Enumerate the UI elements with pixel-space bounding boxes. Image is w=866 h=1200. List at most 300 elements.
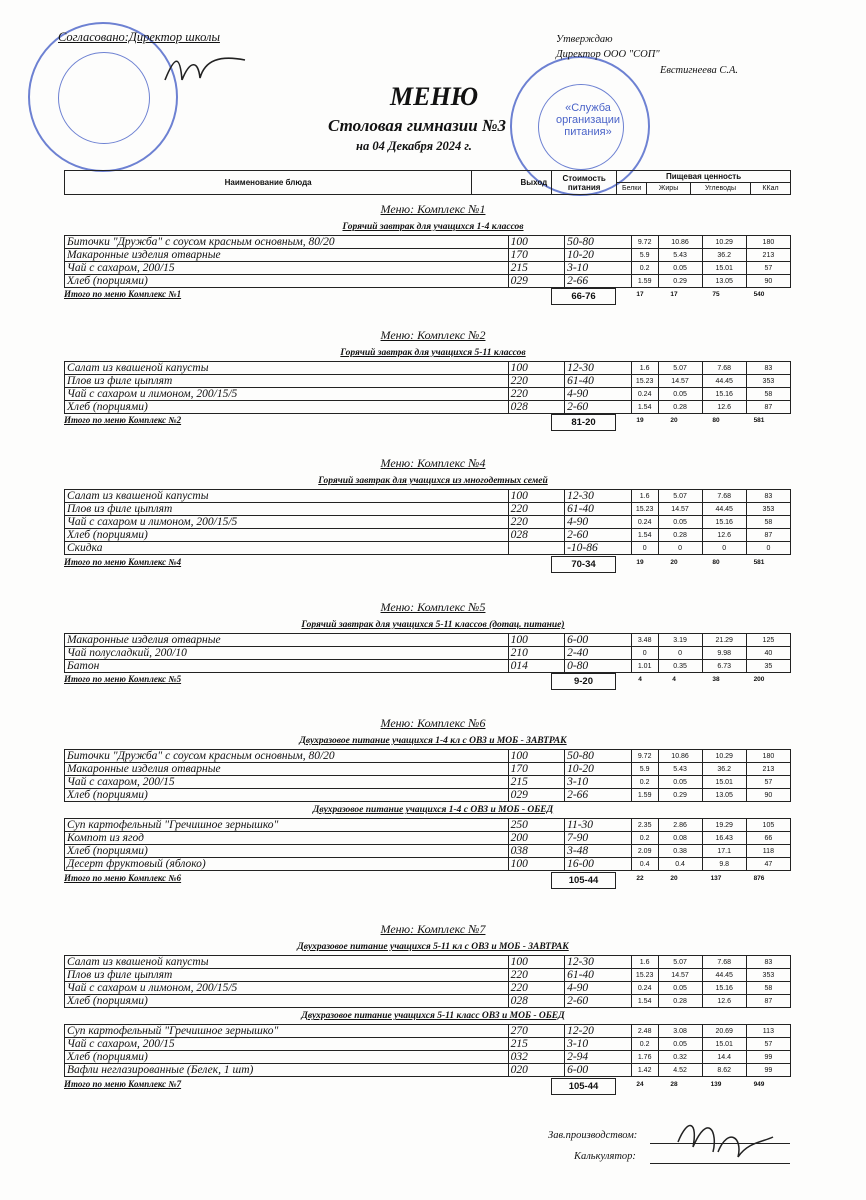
table-row (65, 516, 791, 529)
complex-total (64, 289, 791, 304)
menu-table (64, 749, 791, 802)
complex-title: Меню: Комплекс №7 (380, 922, 486, 936)
dish-protein: 0 (631, 647, 658, 660)
dish-fat: 5.07 (658, 362, 702, 375)
dish-name: Биточки "Дружба" с соусом красным основным, 80/20 (65, 750, 509, 763)
header-cost: Стоимость питания (552, 171, 617, 195)
dish-protein: 0.24 (631, 388, 658, 401)
dish-fat: 0.29 (658, 275, 702, 288)
table-row (65, 275, 791, 288)
dish-name: Батон (65, 660, 509, 673)
complex-total (64, 1079, 791, 1094)
dish-fat: 3.19 (658, 634, 702, 647)
dish-cost: 16-00 (565, 858, 632, 871)
complex-total (64, 873, 791, 888)
dish-cost: 6-00 (565, 1064, 632, 1077)
dish-cost: 6-00 (565, 634, 632, 647)
dish-yield: 020 (508, 1064, 564, 1077)
dish-fat: 14.57 (658, 969, 702, 982)
total-kcal: 876 (753, 874, 765, 882)
total-cost: 105-44 (551, 872, 616, 889)
table-row (65, 401, 791, 414)
total-cost: 9-20 (551, 673, 616, 690)
table-row (65, 1051, 791, 1064)
total-kcal: 540 (753, 291, 765, 299)
dish-carbs: 17.1 (702, 845, 746, 858)
dish-kcal: 99 (746, 1051, 790, 1064)
dish-cost: 7-90 (565, 832, 632, 845)
dish-cost: 2-60 (565, 995, 632, 1008)
dish-yield: 220 (508, 388, 564, 401)
table-row (65, 845, 791, 858)
total-protein: 4 (638, 675, 642, 683)
dish-yield: 014 (508, 660, 564, 673)
table-row (65, 542, 791, 555)
dish-yield: 220 (508, 982, 564, 995)
dish-protein: 15.23 (631, 969, 658, 982)
dish-kcal: 118 (746, 845, 790, 858)
complex-title: Меню: Комплекс №1 (380, 202, 486, 216)
dish-name: Плов из филе цыплят (65, 503, 509, 516)
menu-table (64, 633, 791, 673)
dish-cost: 2-40 (565, 647, 632, 660)
complex-subtitle: Двухразовое питание учащихся 1-4 с ОВЗ и МОБ - ОБЕД (312, 805, 554, 816)
dish-fat: 5.43 (658, 763, 702, 776)
approval-right (556, 32, 738, 76)
dish-name: Чай с сахаром, 200/15 (65, 1038, 509, 1051)
table-row (65, 634, 791, 647)
dish-carbs: 21.29 (702, 634, 746, 647)
dish-protein: 0.2 (631, 262, 658, 275)
dish-fat: 0.05 (658, 1038, 702, 1051)
complex-total (64, 557, 791, 572)
complex-title: Меню: Комплекс №4 (380, 456, 486, 470)
dish-yield: 100 (508, 858, 564, 871)
table-row (65, 858, 791, 871)
dish-fat: 14.57 (658, 503, 702, 516)
dish-protein: 2.48 (631, 1025, 658, 1038)
dish-cost: 10-20 (565, 249, 632, 262)
approver-name: Евстигнеева С.А. (660, 65, 738, 76)
dish-carbs: 13.05 (702, 789, 746, 802)
total-protein: 17 (636, 291, 644, 299)
dish-fat: 0.32 (658, 1051, 702, 1064)
company-stamp-text: «Служба организации питания» (555, 102, 621, 138)
total-carbs: 80 (712, 559, 720, 566)
table-row (65, 529, 791, 542)
table-row (65, 1064, 791, 1077)
dish-protein: 0.24 (631, 516, 658, 529)
table-row (65, 647, 791, 660)
dish-fat: 10.86 (658, 750, 702, 763)
dish-yield: 100 (508, 634, 564, 647)
dish-name: Хлеб (порциями) (65, 789, 509, 802)
dish-name: Суп картофельный "Гречишное зернышко" (65, 819, 509, 832)
complex-subtitle: Горячий завтрак для учащихся из многодетных семей (318, 476, 548, 486)
dish-carbs: 15.16 (702, 388, 746, 401)
dish-cost: 3-10 (565, 1038, 632, 1051)
dish-protein: 0.24 (631, 982, 658, 995)
table-row (65, 388, 791, 401)
dish-yield: 100 (508, 362, 564, 375)
dish-name: Чай полусладкий, 200/10 (65, 647, 509, 660)
dish-protein: 0.4 (631, 858, 658, 871)
dish-protein: 1.54 (631, 529, 658, 542)
total-carbs: 75 (712, 291, 720, 299)
director-signature (160, 50, 250, 90)
dish-fat: 0.05 (658, 388, 702, 401)
header-kcal: ККал (750, 183, 790, 195)
approval-left: Согласовано:Директор школы (58, 30, 220, 44)
dish-fat: 0.28 (658, 401, 702, 414)
dish-name: Чай с сахаром и лимоном, 200/15/5 (65, 388, 509, 401)
dish-kcal: 58 (746, 982, 790, 995)
dish-kcal: 57 (746, 776, 790, 789)
dish-kcal: 87 (746, 995, 790, 1008)
dish-carbs: 44.45 (702, 503, 746, 516)
dish-carbs: 12.6 (702, 401, 746, 414)
dish-yield: 250 (508, 819, 564, 832)
dish-cost: 61-40 (565, 503, 632, 516)
dish-protein: 0.2 (631, 832, 658, 845)
dish-carbs: 8.62 (702, 1064, 746, 1077)
dish-yield: 100 (508, 750, 564, 763)
complex-total (64, 674, 791, 689)
dish-protein: 1.42 (631, 1064, 658, 1077)
dish-fat: 4.52 (658, 1064, 702, 1077)
dish-cost: 3-10 (565, 776, 632, 789)
dish-protein: 1.54 (631, 401, 658, 414)
dish-fat: 0.05 (658, 262, 702, 275)
dish-fat: 0.29 (658, 789, 702, 802)
dish-name: Чай с сахаром, 200/15 (65, 776, 509, 789)
dish-name: Салат из квашеной капусты (65, 956, 509, 969)
dish-fat: 0.28 (658, 529, 702, 542)
total-label: Итого по меню Комплекс №2 (64, 415, 182, 426)
total-cost: 81-20 (551, 414, 616, 431)
total-protein: 24 (636, 1080, 644, 1088)
menu-table (64, 955, 791, 1008)
dish-carbs: 13.05 (702, 275, 746, 288)
dish-carbs: 7.68 (702, 956, 746, 969)
dish-carbs: 36.2 (702, 249, 746, 262)
dish-name: Макаронные изделия отварные (65, 763, 509, 776)
dish-kcal: 353 (746, 375, 790, 388)
dish-fat: 0.05 (658, 516, 702, 529)
dish-carbs: 7.68 (702, 490, 746, 503)
production-signature (668, 1112, 778, 1168)
total-cost: 66-76 (551, 288, 616, 305)
dish-cost: 0-80 (565, 660, 632, 673)
dish-carbs: 7.68 (702, 362, 746, 375)
dish-fat: 0.08 (658, 832, 702, 845)
dish-cost: 2-60 (565, 401, 632, 414)
dish-cost: 50-80 (565, 750, 632, 763)
dish-fat: 3.08 (658, 1025, 702, 1038)
table-row (65, 969, 791, 982)
dish-fat: 0.35 (658, 660, 702, 673)
dish-yield: 100 (508, 490, 564, 503)
dish-protein: 0 (631, 542, 658, 555)
dish-carbs: 10.29 (702, 750, 746, 763)
dish-carbs: 15.01 (702, 776, 746, 789)
dish-cost: 4-90 (565, 982, 632, 995)
dish-protein: 1.6 (631, 362, 658, 375)
table-row (65, 1038, 791, 1051)
dish-cost: 10-20 (565, 763, 632, 776)
dish-protein: 1.01 (631, 660, 658, 673)
total-carbs: 139 (710, 1080, 722, 1088)
menu-table (64, 361, 791, 414)
dish-kcal: 0 (746, 542, 790, 555)
dish-yield: 028 (508, 401, 564, 414)
complex-title: Меню: Комплекс №2 (380, 328, 486, 342)
dish-cost: -10-86 (565, 542, 632, 555)
complex-subtitle: Горячий завтрак для учащихся 5-11 классов (340, 348, 526, 358)
dish-carbs: 36.2 (702, 763, 746, 776)
dish-carbs: 9.8 (702, 858, 746, 871)
header-fat: Жиры (647, 183, 691, 195)
dish-fat: 0 (658, 542, 702, 555)
dish-name: Макаронные изделия отварные (65, 249, 509, 262)
dish-yield: 215 (508, 1038, 564, 1051)
dish-carbs: 12.6 (702, 529, 746, 542)
dish-carbs: 20.69 (702, 1025, 746, 1038)
dish-protein: 1.6 (631, 956, 658, 969)
dish-name: Скидка (65, 542, 509, 555)
dish-fat: 10.86 (658, 236, 702, 249)
dish-cost: 50-80 (565, 236, 632, 249)
dish-fat: 0.05 (658, 776, 702, 789)
dish-cost: 3-10 (565, 262, 632, 275)
total-fat: 20 (670, 417, 678, 425)
dish-protein: 3.48 (631, 634, 658, 647)
table-row (65, 249, 791, 262)
total-protein: 22 (636, 874, 644, 882)
dish-cost: 12-30 (565, 362, 632, 375)
dish-carbs: 15.01 (702, 1038, 746, 1051)
approve-position: Директор ООО "СОП" (556, 49, 660, 60)
dish-cost: 2-66 (565, 789, 632, 802)
dish-kcal: 99 (746, 1064, 790, 1077)
dish-name: Хлеб (порциями) (65, 401, 509, 414)
total-label: Итого по меню Комплекс №7 (64, 1078, 182, 1089)
total-protein: 19 (636, 559, 644, 566)
dish-yield: 100 (508, 236, 564, 249)
table-row (65, 832, 791, 845)
table-row (65, 362, 791, 375)
header-dish: Наименование блюда (65, 171, 472, 195)
dish-cost: 12-30 (565, 956, 632, 969)
dish-name: Хлеб (порциями) (65, 845, 509, 858)
dish-kcal: 58 (746, 388, 790, 401)
dish-kcal: 35 (746, 660, 790, 673)
approve-label: Утверждаю (556, 34, 613, 45)
dish-cost: 3-48 (565, 845, 632, 858)
total-kcal: 581 (753, 559, 765, 566)
dish-kcal: 353 (746, 503, 790, 516)
dish-name: Плов из филе цыплят (65, 969, 509, 982)
dish-cost: 4-90 (565, 388, 632, 401)
total-cost: 105-44 (551, 1078, 616, 1095)
dish-yield: 215 (508, 262, 564, 275)
dish-yield: 100 (508, 956, 564, 969)
dish-yield: 170 (508, 249, 564, 262)
dish-kcal: 113 (746, 1025, 790, 1038)
table-row (65, 490, 791, 503)
total-cost: 70-34 (551, 556, 616, 573)
complex-total (64, 415, 791, 430)
calculator-signature-line (650, 1163, 790, 1164)
dish-fat: 0 (658, 647, 702, 660)
dish-cost: 12-20 (565, 1025, 632, 1038)
dish-yield: 270 (508, 1025, 564, 1038)
dish-name: Суп картофельный "Гречишное зернышко" (65, 1025, 509, 1038)
dish-protein: 15.23 (631, 375, 658, 388)
dish-kcal: 353 (746, 969, 790, 982)
table-row (65, 375, 791, 388)
dish-name: Хлеб (порциями) (65, 275, 509, 288)
table-row (65, 982, 791, 995)
dish-kcal: 125 (746, 634, 790, 647)
header-protein: Белки (617, 183, 647, 195)
dish-kcal: 213 (746, 763, 790, 776)
dish-kcal: 105 (746, 819, 790, 832)
dish-protein: 1.76 (631, 1051, 658, 1064)
calculator-label: Калькулятор: (574, 1151, 636, 1162)
total-fat: 4 (672, 675, 676, 683)
header-yield: Выход (472, 171, 552, 195)
dish-name: Макаронные изделия отварные (65, 634, 509, 647)
dish-protein: 1.6 (631, 490, 658, 503)
dish-yield: 200 (508, 832, 564, 845)
dish-yield: 220 (508, 969, 564, 982)
total-carbs: 137 (710, 874, 722, 882)
menu-table (64, 235, 791, 288)
dish-cost: 4-90 (565, 516, 632, 529)
dish-yield: 032 (508, 1051, 564, 1064)
total-fat: 17 (670, 291, 678, 299)
dish-yield: 028 (508, 529, 564, 542)
dish-name: Десерт фруктовый (яблоко) (65, 858, 509, 871)
dish-protein: 1.59 (631, 275, 658, 288)
total-fat: 28 (670, 1080, 678, 1088)
dish-kcal: 83 (746, 490, 790, 503)
table-row (65, 763, 791, 776)
complex-subtitle: Двухразовое питание учащихся 5-11 класс ОВЗ и МОБ - ОБЕД (301, 1011, 565, 1022)
complex-title: Меню: Комплекс №5 (380, 600, 486, 614)
dish-yield: 038 (508, 845, 564, 858)
total-fat: 20 (670, 559, 678, 566)
dish-protein: 15.23 (631, 503, 658, 516)
dish-name: Компот из ягод (65, 832, 509, 845)
dish-kcal: 180 (746, 750, 790, 763)
dish-kcal: 40 (746, 647, 790, 660)
dish-cost: 61-40 (565, 969, 632, 982)
table-row (65, 503, 791, 516)
menu-table (64, 1024, 791, 1077)
total-fat: 20 (670, 874, 678, 882)
complex-subtitle: Горячий завтрак для учащихся 1-4 классов (342, 222, 524, 232)
dish-cost: 2-66 (565, 275, 632, 288)
dish-kcal: 180 (746, 236, 790, 249)
dish-protein: 2.35 (631, 819, 658, 832)
dish-kcal: 83 (746, 362, 790, 375)
dish-fat: 5.07 (658, 956, 702, 969)
dish-name: Вафли неглазированные (Белек, 1 шт) (65, 1064, 509, 1077)
dish-cost: 2-60 (565, 529, 632, 542)
dish-kcal: 57 (746, 1038, 790, 1051)
table-row (65, 776, 791, 789)
menu-table (64, 818, 791, 871)
complex-subtitle: Горячий завтрак для учащихся 5-11 классов (дотац. питание) (301, 620, 565, 630)
dish-kcal: 90 (746, 789, 790, 802)
dish-name: Чай с сахаром, 200/15 (65, 262, 509, 275)
dish-yield: 220 (508, 375, 564, 388)
dish-carbs: 16.43 (702, 832, 746, 845)
header-carbs: Углеводы (691, 183, 751, 195)
table-header (64, 170, 791, 195)
table-row (65, 660, 791, 673)
dish-protein: 0.2 (631, 1038, 658, 1051)
page-title: МЕНЮ (390, 82, 479, 111)
dish-protein: 5.9 (631, 763, 658, 776)
total-label: Итого по меню Комплекс №1 (64, 289, 182, 300)
dish-yield: 215 (508, 776, 564, 789)
dish-cost: 61-40 (565, 375, 632, 388)
dish-fat: 0.4 (658, 858, 702, 871)
dish-protein: 1.54 (631, 995, 658, 1008)
dish-protein: 9.72 (631, 236, 658, 249)
dish-protein: 0.2 (631, 776, 658, 789)
dish-fat: 5.43 (658, 249, 702, 262)
menu-table (64, 489, 791, 555)
dish-fat: 0.38 (658, 845, 702, 858)
table-row (65, 262, 791, 275)
dish-kcal: 47 (746, 858, 790, 871)
dish-yield: 210 (508, 647, 564, 660)
total-label: Итого по меню Комплекс №4 (64, 557, 182, 567)
complex-subtitle: Двухразовое питание учащихся 1-4 кл с ОВЗ и МОБ - ЗАВТРАК (299, 736, 567, 746)
dish-kcal: 90 (746, 275, 790, 288)
complex-subtitle: Двухразовое питание учащихся 5-11 кл с ОВЗ и МОБ - ЗАВТРАК (297, 942, 569, 952)
dish-carbs: 15.01 (702, 262, 746, 275)
total-protein: 19 (636, 417, 644, 425)
total-kcal: 200 (753, 675, 765, 683)
total-carbs: 38 (712, 675, 720, 683)
table-row (65, 819, 791, 832)
dish-cost: 2-94 (565, 1051, 632, 1064)
header-nutrition: Пищевая ценность (617, 171, 791, 183)
dish-name: Салат из квашеной капусты (65, 362, 509, 375)
dish-carbs: 10.29 (702, 236, 746, 249)
dish-kcal: 213 (746, 249, 790, 262)
dish-carbs: 6.73 (702, 660, 746, 673)
dish-protein: 1.59 (631, 789, 658, 802)
dish-kcal: 58 (746, 516, 790, 529)
dish-carbs: 0 (702, 542, 746, 555)
production-manager-label: Зав.производством: (548, 1130, 638, 1141)
dish-cost: 11-30 (565, 819, 632, 832)
total-kcal: 581 (753, 417, 765, 425)
menu-date: на 04 Декабря 2024 г. (356, 139, 472, 153)
dish-kcal: 57 (746, 262, 790, 275)
table-row (65, 1025, 791, 1038)
total-carbs: 80 (712, 417, 720, 425)
dish-fat: 2.86 (658, 819, 702, 832)
dish-yield: 170 (508, 763, 564, 776)
dish-kcal: 87 (746, 529, 790, 542)
